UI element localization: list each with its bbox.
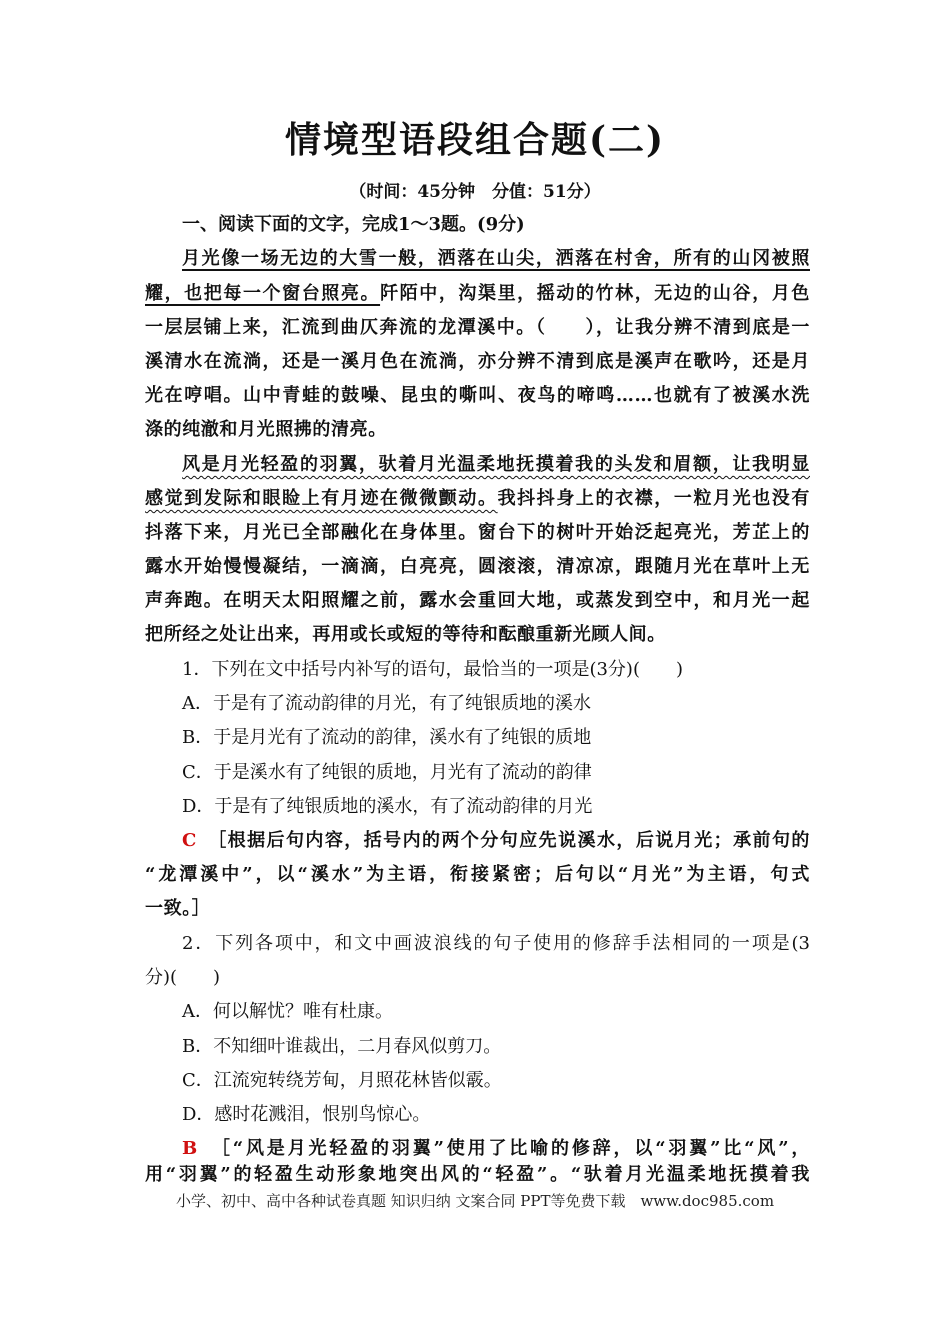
- passage-line: 把所经之处让出来，再用或长或短的等待和酝酿重新光顾人间。: [145, 624, 666, 645]
- question-2-stem: 2．下列各项中，和文中画波浪线的句子使用的修辞手法相同的一项是(3: [182, 933, 810, 954]
- answer-letter: B: [182, 1138, 198, 1159]
- passage-line: 感觉到发际和眼睑上有月迹在微微颤动。我抖抖身上的衣襟，一粒月光也没有: [145, 488, 810, 509]
- passage-line: 涤的纯澈和月光照拂的清亮。: [145, 419, 387, 440]
- page-title: 情境型语段组合题(二): [284, 119, 666, 161]
- passage-line: 声奔跑。在明天太阳照耀之前，露水会重回大地，或蒸发到空中，和月光一起: [145, 590, 810, 611]
- question-1-explanation: 一致。］: [145, 898, 211, 919]
- question-1-option-d: D．于是有了纯银质地的溪水，有了流动韵律的月光: [182, 796, 593, 817]
- question-2-option-a: A．何以解忧？唯有杜康。: [182, 1001, 393, 1022]
- question-2-option-c: C．江流宛转绕芳甸，月照花林皆似霰。: [182, 1070, 502, 1091]
- question-1-explanation: “龙潭溪中”，以“溪水”为主语，衔接紧密；后句以“月光”为主语，句式: [145, 864, 810, 885]
- section-heading: 一、阅读下面的文字，完成1～3题。(9分): [182, 214, 525, 235]
- passage-line: 耀，也把每一个窗台照亮。阡陌中，沟渠里，摇动的竹林，无边的山谷，月色: [145, 283, 811, 304]
- passage-line: 露水开始慢慢凝结，一滴滴，白亮亮，圆滚滚，清凉凉，跟随月光在草叶上无: [145, 556, 810, 577]
- page-footer: 小学、初中、高中各种试卷真题 知识归纳 文案合同 PPT等免费下载 www.doc985.com: [175, 1192, 775, 1210]
- exam-meta: （时间：45分钟 分值：51分）: [349, 182, 601, 202]
- question-1-option-a: A．于是有了流动韵律的月光，有了纯银质地的溪水: [182, 693, 591, 714]
- question-2-option-d: D．感时花溅泪，恨别鸟惊心。: [182, 1104, 431, 1125]
- wavy-underlined-sentence: 感觉到发际和眼睑上有月迹在微微颤动。: [145, 488, 498, 509]
- passage-line: 溪清水在流淌，还是一溪月色在流淌，亦分辨不清到底是溪声在歌吟，还是月: [145, 351, 810, 372]
- question-2-option-b: B．不知细叶谁裁出，二月春风似剪刀。: [182, 1036, 502, 1057]
- question-1-option-b: B．于是月光有了流动的韵律，溪水有了纯银的质地: [182, 727, 592, 748]
- passage-line: [182, 452, 810, 478]
- underlined-sentence: 月光像一场无边的大雪一般，洒落在山尖，洒落在村舍，所有的山冈被照: [182, 248, 810, 269]
- question-1-stem: 1．下列在文中括号内补写的语句，最恰当的一项是(3分)( ): [182, 659, 683, 680]
- passage-line: 一层层铺上来，汇流到曲仄奔流的龙潭溪中。（ ），让我分辨不清到底是一: [145, 317, 810, 338]
- question-1-option-c: C．于是溪水有了纯银的质地，月光有了流动的韵律: [182, 762, 592, 783]
- question-2-stem: 分)( ): [145, 967, 221, 988]
- question-2-explanation: 用“羽翼”的轻盈生动形象地突出风的“轻盈”。“驮着月光温柔地抚摸着我: [145, 1164, 810, 1185]
- passage-line: 光在哼唱。山中青蛙的鼓噪、昆虫的嘶叫、夜鸟的啼鸣……也就有了被溪水洗: [145, 385, 810, 406]
- passage-line: [182, 246, 810, 272]
- question-1-explanation: C ［根据后句内容，括号内的两个分句应先说溪水，后说月光；承前句的: [182, 830, 810, 851]
- answer-letter: C: [182, 830, 197, 851]
- wavy-underlined-sentence: 风是月光轻盈的羽翼，驮着月光温柔地抚摸着我的头发和眉额，让我明显: [182, 454, 810, 475]
- underlined-sentence: 耀，也把每一个窗台照亮。: [145, 283, 381, 304]
- question-2-explanation: B ［“风是月光轻盈的羽翼”使用了比喻的修辞，以“羽翼”比“风”，: [182, 1138, 810, 1159]
- passage-line: 抖落下来，月光已全部融化在身体里。窗台下的树叶开始泛起亮光，芳芷上的: [145, 522, 810, 543]
